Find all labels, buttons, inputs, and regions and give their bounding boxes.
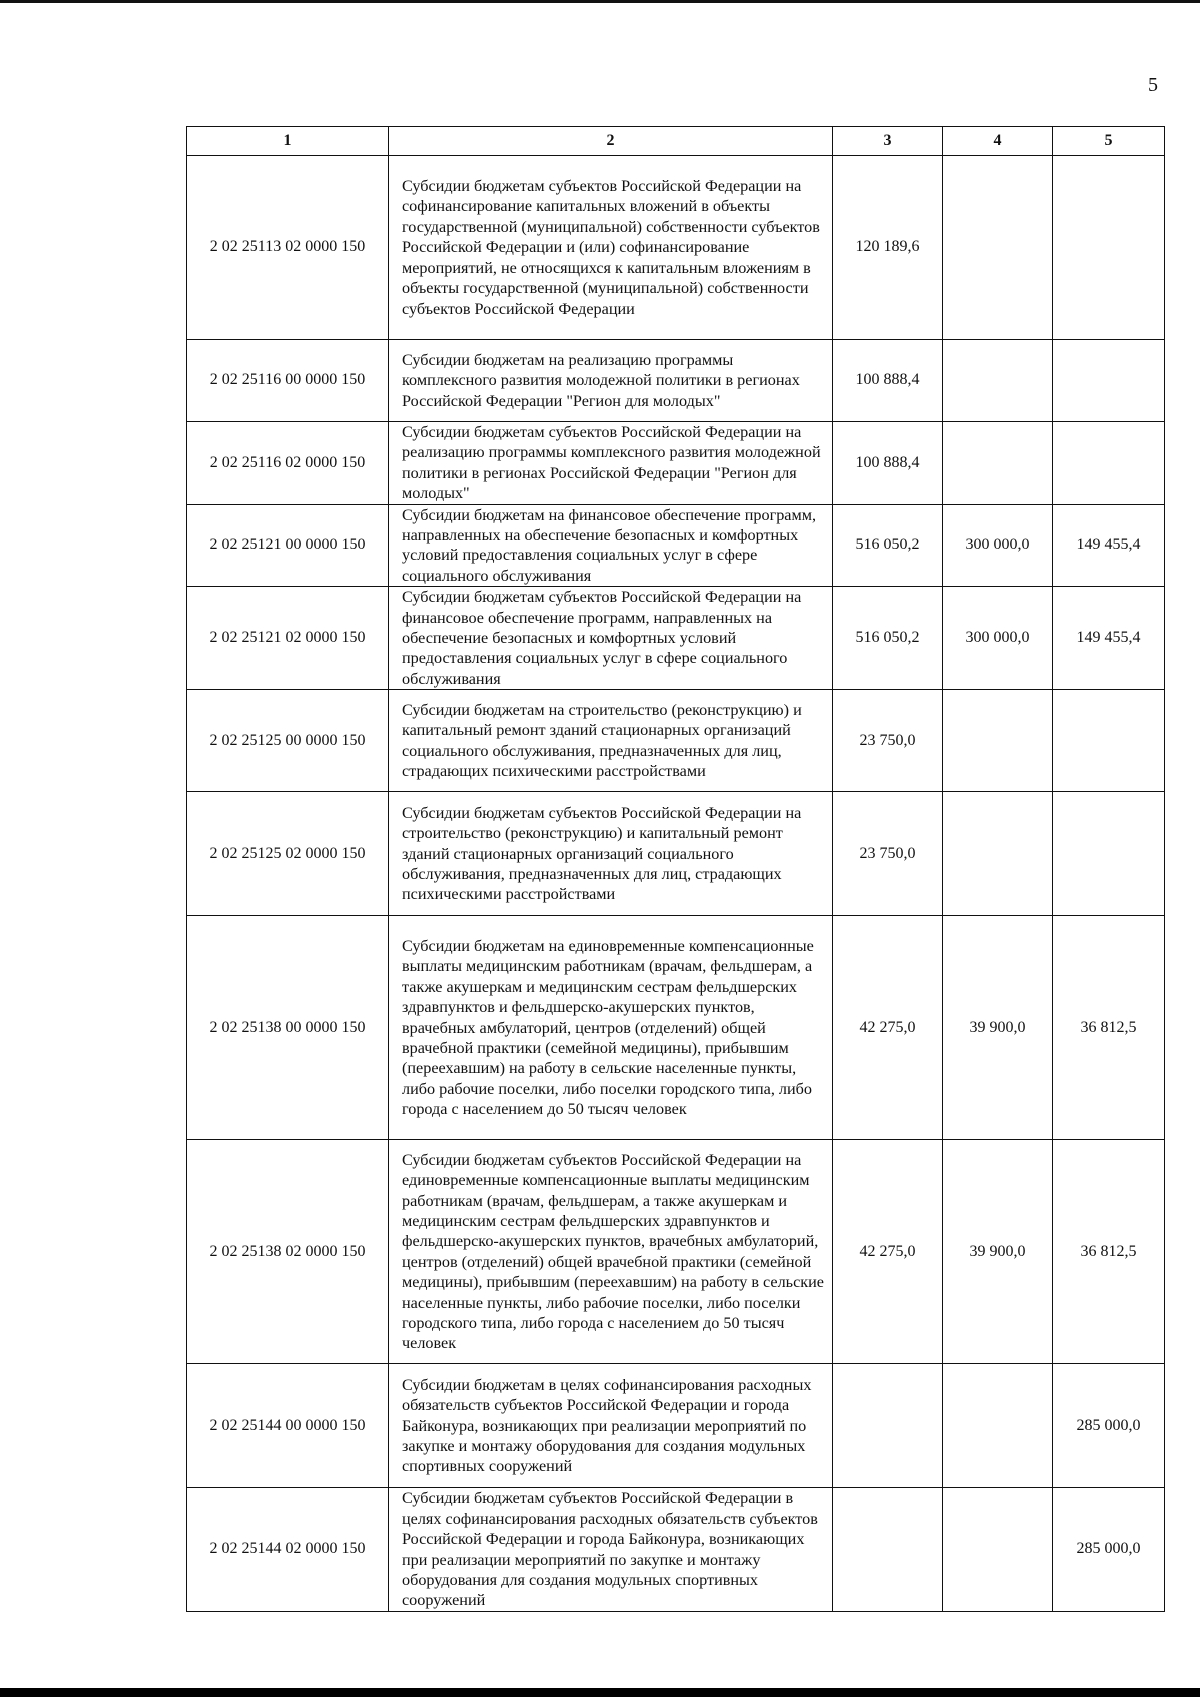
- row-description: Субсидии бюджетам субъектов Российской Федерации на строительство (реконструкцию) и капитальный ремонт зданий стационарных организаций социального обслуживания, предназначенных для лиц, страдающих психическими расстройствами: [389, 792, 833, 916]
- value-col-3: 100 888,4: [833, 422, 943, 505]
- budget-code: 2 02 25144 02 0000 150: [187, 1488, 389, 1611]
- value-col-3: 23 750,0: [833, 792, 943, 916]
- value-col-4: [943, 422, 1053, 505]
- value-col-5: 285 000,0: [1053, 1488, 1165, 1611]
- budget-code: 2 02 25121 02 0000 150: [187, 587, 389, 690]
- table-row: [187, 690, 1165, 792]
- value-col-5: 285 000,0: [1053, 1364, 1165, 1488]
- budget-code: 2 02 25116 00 0000 150: [187, 340, 389, 422]
- table-row: [187, 504, 1165, 587]
- budget-code: 2 02 25125 00 0000 150: [187, 690, 389, 792]
- row-description: Субсидии бюджетам субъектов Российской Федерации на софинансирование капитальных вложений в объекты государственной (муниципальной) собственности субъектов Российской Федерации и (или) софинансирование мероприятий, не относящихся к капитальным вложениям в объекты государственной (муниципальной) собственности субъектов Российской Федерации: [389, 156, 833, 340]
- row-description: Субсидии бюджетам в целях софинансирования расходных обязательств субъектов Российской Федерации и города Байконура, возникающих при реализации мероприятий по закупке и монтажу оборудования для создания модульных спортивных сооружений: [389, 1364, 833, 1488]
- row-description: Субсидии бюджетам субъектов Российской Федерации в целях софинансирования расходных обязательств субъектов Российской Федерации и города Байконура, возникающих при реализации мероприятий по закупке и монтажу оборудования для создания модульных спортивных сооружений: [389, 1488, 833, 1611]
- value-col-5: [1053, 690, 1165, 792]
- budget-code: 2 02 25125 02 0000 150: [187, 792, 389, 916]
- table-row: [187, 340, 1165, 422]
- value-col-5: 149 455,4: [1053, 504, 1165, 587]
- scan-top-border: [0, 0, 1200, 3]
- value-col-3: 42 275,0: [833, 916, 943, 1140]
- value-col-4: [943, 156, 1053, 340]
- page-number: 5: [1148, 74, 1158, 96]
- scan-bottom-border: [0, 1688, 1200, 1697]
- budget-code: 2 02 25121 00 0000 150: [187, 504, 389, 587]
- header-col-1: 1: [187, 127, 389, 156]
- row-description: Субсидии бюджетам на строительство (реконструкцию) и капитальный ремонт зданий стационарных организаций социального обслуживания, предназначенных для лиц, страдающих психическими расстройствами: [389, 690, 833, 792]
- value-col-5: 36 812,5: [1053, 1140, 1165, 1364]
- value-col-5: [1053, 422, 1165, 505]
- value-col-4: [943, 792, 1053, 916]
- value-col-4: 39 900,0: [943, 1140, 1053, 1364]
- budget-table-container: [186, 126, 1164, 1612]
- value-col-5: [1053, 792, 1165, 916]
- table-row: [187, 1488, 1165, 1611]
- value-col-5: 36 812,5: [1053, 916, 1165, 1140]
- header-col-5: 5: [1053, 127, 1165, 156]
- value-col-3: [833, 1488, 943, 1611]
- row-description: Субсидии бюджетам субъектов Российской Федерации на единовременные компенсационные выплаты медицинским работникам (врачам, фельдшерам, а также акушеркам и медицинским сестрам фельдшерских здравпунктов и фельдшерско-акушерских пунктов, врачебных амбулаторий, центров (отделений) общей врачебной практики (семейной медицины), прибывшим (переехавшим) на работу в сельские населенные пункты, либо рабочие поселки, либо поселки городского типа, либо города с населением до 50 тысяч человек: [389, 1140, 833, 1364]
- header-col-2: 2: [389, 127, 833, 156]
- value-col-4: [943, 690, 1053, 792]
- table-row: [187, 422, 1165, 505]
- row-description: Субсидии бюджетам субъектов Российской Федерации на реализацию программы комплексного развития молодежной политики в регионах Российской Федерации "Регион для молодых": [389, 422, 833, 505]
- value-col-3: 100 888,4: [833, 340, 943, 422]
- budget-code: 2 02 25116 02 0000 150: [187, 422, 389, 505]
- budget-code: 2 02 25138 02 0000 150: [187, 1140, 389, 1364]
- row-description: Субсидии бюджетам на реализацию программы комплексного развития молодежной политики в регионах Российской Федерации "Регион для молодых": [389, 340, 833, 422]
- value-col-5: 149 455,4: [1053, 587, 1165, 690]
- value-col-4: 300 000,0: [943, 504, 1053, 587]
- table-row: [187, 792, 1165, 916]
- value-col-3: 23 750,0: [833, 690, 943, 792]
- value-col-4: [943, 1488, 1053, 1611]
- row-description: Субсидии бюджетам субъектов Российской Федерации на финансовое обеспечение программ, направленных на обеспечение безопасных и комфортных условий предоставления социальных услуг в сфере социального обслуживания: [389, 587, 833, 690]
- value-col-4: 39 900,0: [943, 916, 1053, 1140]
- budget-code: 2 02 25138 00 0000 150: [187, 916, 389, 1140]
- value-col-3: [833, 1364, 943, 1488]
- table-row: [187, 587, 1165, 690]
- row-description: Субсидии бюджетам на единовременные компенсационные выплаты медицинским работникам (врачам, фельдшерам, а также акушеркам и медицинским сестрам фельдшерских здравпунктов и фельдшерско-акушерских пунктов, врачебных амбулаторий, центров (отделений) общей врачебной практики (семейной медицины), прибывшим (переехавшим) на работу в сельские населенные пункты, либо рабочие поселки, либо поселки городского типа, либо города с населением до 50 тысяч человек: [389, 916, 833, 1140]
- value-col-5: [1053, 340, 1165, 422]
- table-row: [187, 156, 1165, 340]
- value-col-3: 516 050,2: [833, 504, 943, 587]
- value-col-4: [943, 1364, 1053, 1488]
- table-row: [187, 1364, 1165, 1488]
- header-col-4: 4: [943, 127, 1053, 156]
- budget-table: [186, 126, 1165, 1612]
- value-col-4: 300 000,0: [943, 587, 1053, 690]
- row-description: Субсидии бюджетам на финансовое обеспечение программ, направленных на обеспечение безопасных и комфортных условий предоставления социальных услуг в сфере социального обслуживания: [389, 504, 833, 587]
- value-col-3: 120 189,6: [833, 156, 943, 340]
- value-col-3: 42 275,0: [833, 1140, 943, 1364]
- value-col-4: [943, 340, 1053, 422]
- header-row: [187, 127, 1165, 156]
- value-col-3: 516 050,2: [833, 587, 943, 690]
- value-col-5: [1053, 156, 1165, 340]
- budget-code: 2 02 25113 02 0000 150: [187, 156, 389, 340]
- table-row: [187, 1140, 1165, 1364]
- table-row: [187, 916, 1165, 1140]
- budget-code: 2 02 25144 00 0000 150: [187, 1364, 389, 1488]
- header-col-3: 3: [833, 127, 943, 156]
